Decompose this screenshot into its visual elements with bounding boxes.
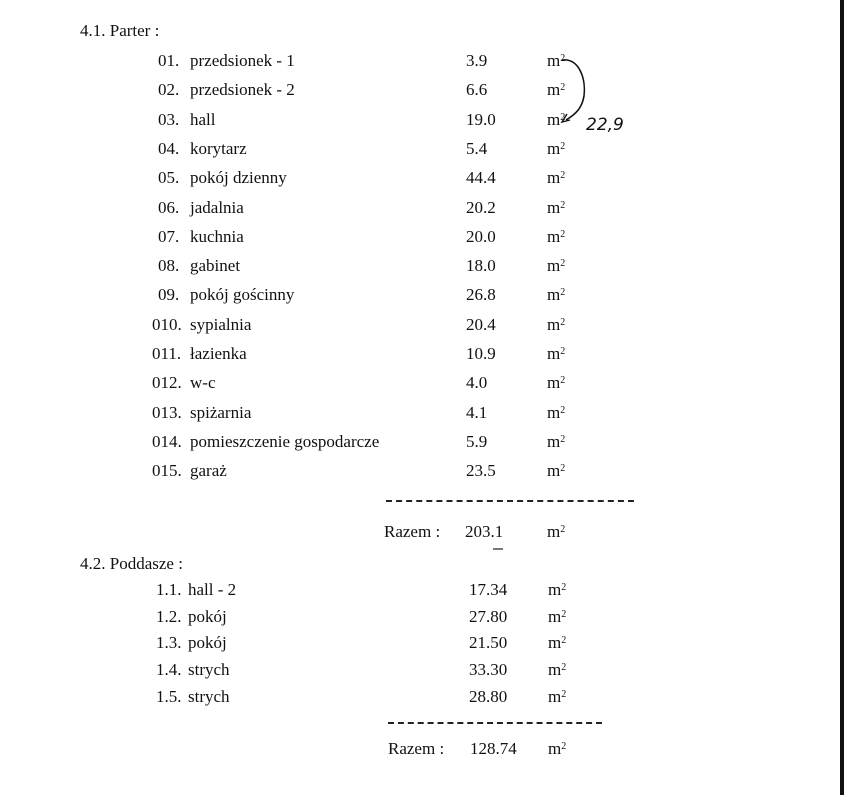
row-number: 013. [152, 402, 182, 422]
unit-symbol: m [547, 285, 561, 305]
room-name: pokój gościnny [190, 285, 295, 305]
unit-symbol: m [547, 226, 561, 246]
unit-exponent: 2 [560, 404, 566, 416]
room-name: pokój [188, 606, 227, 626]
row-number: 05. [158, 168, 180, 188]
room-name: garaż [190, 461, 227, 481]
poddasze-total-label: Razem : [388, 739, 445, 758]
unit-exponent: 2 [560, 140, 566, 152]
room-area: 20.0 [466, 226, 496, 246]
unit-symbol: m [547, 197, 561, 217]
unit-exponent: 2 [561, 635, 567, 647]
room-area: 20.2 [466, 197, 496, 217]
room-area: 21.50 [469, 633, 508, 653]
row-number: 02. [158, 80, 180, 100]
unit-exponent: 2 [561, 688, 567, 700]
row-number: 015. [152, 461, 182, 481]
row-number: 09. [158, 285, 180, 305]
row-number: 08. [158, 256, 180, 276]
area-unit [547, 139, 565, 159]
room-name: gabinet [190, 256, 241, 276]
row-number: 014. [152, 431, 182, 451]
room-name: pokój [188, 633, 227, 653]
area-unit [548, 607, 566, 627]
row-number: 01. [158, 51, 180, 70]
unit-symbol: m [548, 686, 562, 706]
unit-exponent: 2 [560, 170, 566, 182]
unit-exponent: 2 [560, 199, 566, 211]
parter-total-value: 203.1 [465, 522, 504, 541]
area-unit [547, 344, 565, 364]
unit-symbol: m [547, 138, 561, 158]
section-parter-heading: 4.1. Parter : [80, 21, 160, 40]
unit-symbol: m [547, 314, 561, 334]
unit-exponent: 2 [560, 316, 566, 328]
room-name: hall [190, 109, 216, 129]
room-name: pomieszczenie gospodarcze [190, 431, 380, 451]
unit-exponent: 2 [560, 375, 566, 387]
row-number: 012. [152, 373, 182, 393]
row-number: 1.5. [156, 686, 182, 706]
room-area: 17.34 [469, 580, 508, 599]
row-number: 1.4. [156, 660, 182, 680]
room-name: przedsionek - 2 [190, 80, 295, 100]
room-area: 5.4 [466, 138, 488, 158]
unit-exponent: 2 [560, 463, 566, 475]
handwritten-bracket-annotation [540, 50, 650, 140]
unit-exponent: 2 [561, 608, 567, 620]
poddasze-total-unit: $m^2$ [548, 739, 567, 758]
room-name: łazienka [190, 344, 247, 363]
scan-mark [493, 548, 503, 550]
room-name: hall - 2 [188, 580, 237, 599]
row-number: 010. [152, 314, 182, 334]
unit-exponent: 2 [561, 662, 567, 674]
unit-exponent: 2 [561, 582, 567, 593]
area-unit [548, 660, 566, 680]
parter-total-label: Razem : [384, 522, 441, 541]
area-unit [548, 687, 566, 707]
poddasze-total-value: 128.74 [470, 739, 517, 758]
unit-symbol: m [547, 80, 561, 100]
room-area: 27.80 [469, 606, 508, 626]
unit-exponent: 2 [560, 53, 566, 64]
room-name: przedsionek - 1 [190, 51, 295, 70]
unit-symbol: m [548, 633, 562, 653]
room-area: 3.9 [466, 51, 488, 70]
area-unit [547, 432, 565, 452]
room-area: 33.30 [469, 660, 508, 680]
row-number: 1.1. [156, 580, 182, 599]
room-area: 44.4 [466, 168, 496, 188]
row-number: 011. [152, 344, 182, 363]
unit-symbol: m [548, 660, 562, 680]
unit-exponent: 2 [560, 228, 566, 240]
room-name: korytarz [190, 138, 247, 158]
unit-exponent: 2 [560, 346, 566, 357]
room-area: 4.1 [466, 402, 488, 422]
parter-total-unit: $m^2$ [547, 522, 566, 541]
room-area: 4.0 [466, 373, 488, 393]
unit-symbol: m [547, 168, 561, 188]
room-name: pokój dzienny [190, 168, 287, 188]
room-name: jadalnia [190, 197, 244, 217]
unit-symbol: m [548, 606, 562, 626]
area-unit [547, 373, 565, 393]
room-area: 26.8 [466, 285, 496, 305]
unit-symbol: m [547, 51, 561, 70]
room-area: 5.9 [466, 431, 488, 451]
area-unit [548, 580, 566, 600]
row-number: 07. [158, 226, 180, 246]
area-unit [547, 168, 565, 188]
area-unit [547, 285, 565, 305]
room-name: w-c [190, 373, 216, 393]
unit-symbol: m [547, 461, 561, 481]
section-poddasze-heading: 4.2. Poddasze : [80, 554, 183, 573]
area-unit [547, 198, 565, 218]
row-number: 1.2. [156, 606, 182, 626]
room-name: kuchnia [190, 226, 244, 246]
room-name: strych [188, 686, 230, 706]
room-area: 23.5 [466, 461, 496, 481]
parter-total-divider [386, 500, 634, 502]
room-area: 6.6 [466, 80, 488, 100]
unit-symbol: m [547, 109, 561, 129]
unit-symbol: m [548, 580, 562, 599]
area-unit [547, 461, 565, 481]
row-number: 04. [158, 138, 180, 158]
area-unit [547, 403, 565, 423]
room-area: 10.9 [466, 344, 496, 363]
unit-exponent: 2 [560, 82, 566, 94]
room-area: 18.0 [466, 256, 496, 276]
room-name: spiżarnia [190, 402, 252, 422]
unit-exponent: 2 [560, 258, 566, 270]
room-name: strych [188, 660, 230, 680]
unit-symbol: m [547, 431, 561, 451]
unit-symbol: m [547, 256, 561, 276]
unit-exponent: 2 [560, 433, 566, 445]
unit-symbol: m [547, 402, 561, 422]
scan-edge [840, 0, 844, 795]
room-area: 20.4 [466, 314, 496, 334]
unit-symbol: m [547, 344, 561, 363]
poddasze-total-divider [388, 722, 602, 724]
row-number: 1.3. [156, 633, 182, 653]
unit-exponent: 2 [560, 111, 566, 123]
area-unit [548, 633, 566, 653]
room-area: 19.0 [466, 109, 496, 129]
room-name: sypialnia [190, 314, 252, 334]
row-number: 06. [158, 197, 180, 217]
area-unit [547, 227, 565, 247]
area-unit [547, 256, 565, 276]
area-unit [547, 315, 565, 335]
unit-symbol: m [547, 373, 561, 393]
room-area: 28.80 [469, 686, 508, 706]
row-number: 03. [158, 109, 180, 129]
handwritten-note-text: 22,9 [586, 115, 624, 135]
unit-exponent: 2 [560, 287, 566, 299]
